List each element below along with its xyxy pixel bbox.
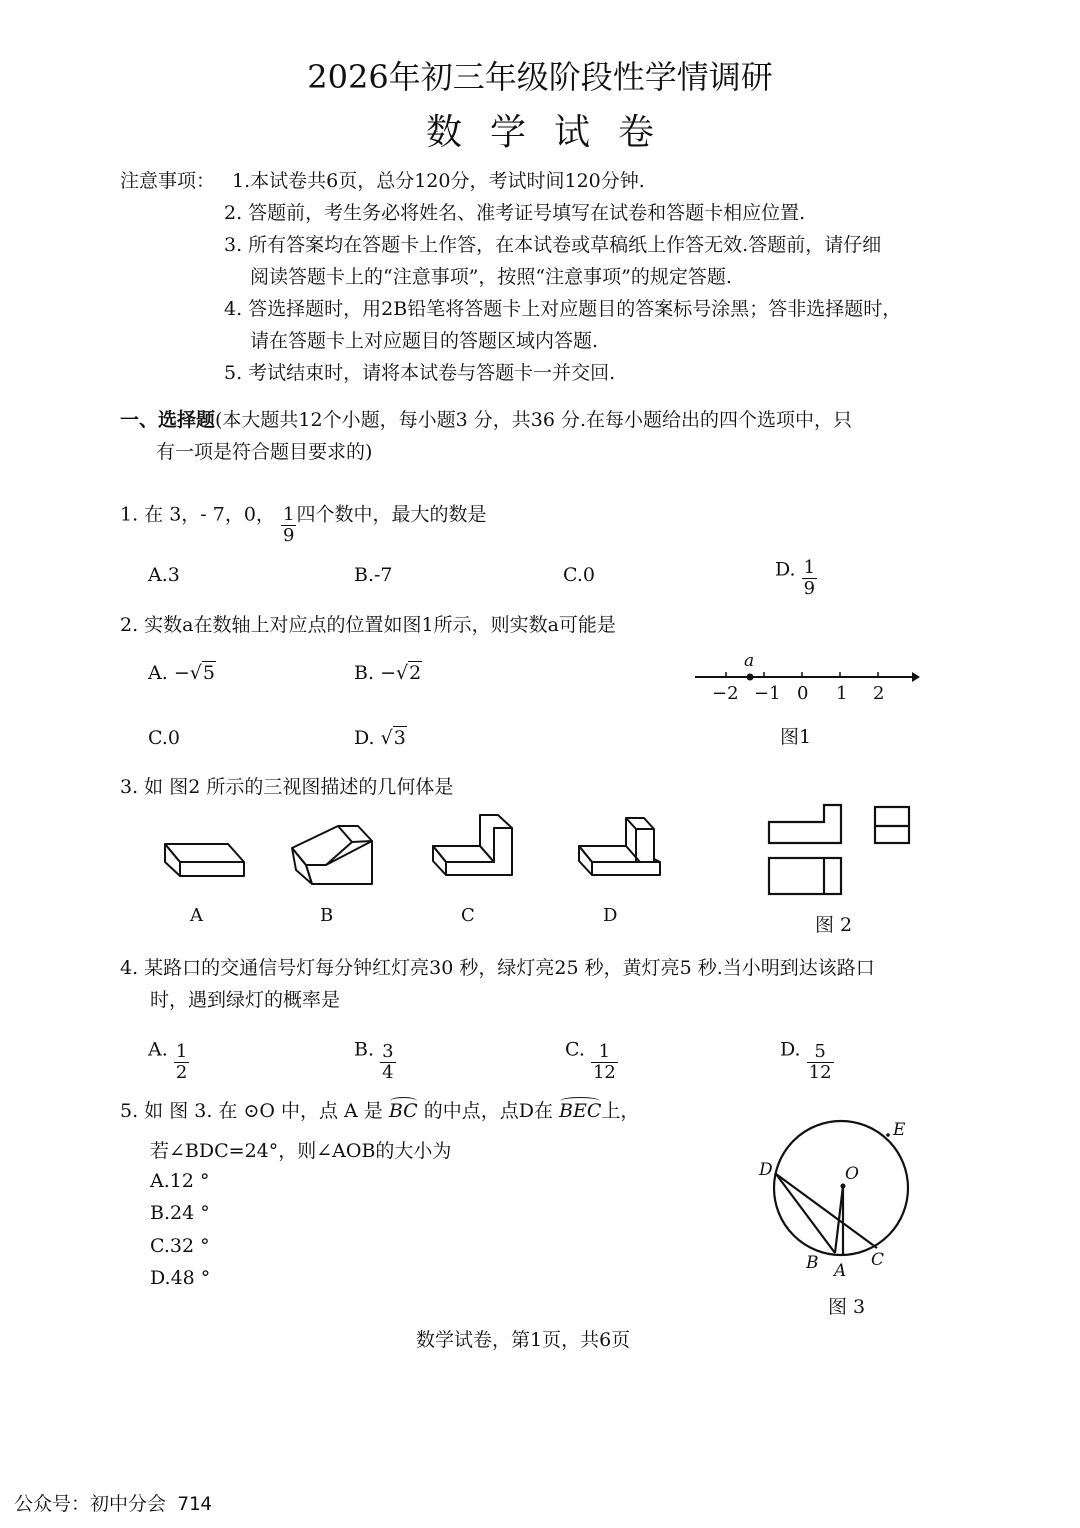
q3-label-d: D [603,905,618,926]
q4-option-a: A. $\frac{1}{2}$ [148,1038,188,1083]
question-4-stem-cont: 时，遇到绿灯的概率是 [150,989,341,1011]
q3-label-a: A [190,905,203,926]
q2-option-a: A. −√5 [148,662,215,684]
q5-option-c: C.32 ° [150,1235,210,1257]
fig3-label-e: E [893,1120,906,1140]
figure-2-caption: 图 2 [815,914,853,936]
q3-solid-d-icon [574,832,669,897]
question-3-stem: 3. 如 图2 所示的三视图描述的几何体是 [120,776,454,798]
q1-option-a: A.3 [148,564,180,586]
fig1-tick-1: 1 [836,683,848,704]
q1-option-d: D. $\frac{1}{9}$ [775,557,816,599]
q5-option-b: B.24 ° [150,1202,210,1224]
q1-suffix: 四个数中，最大的数是 [296,503,487,526]
q1-fraction: $\frac{1}{9}$ [282,504,295,546]
fig1-tick-2: 2 [873,683,885,704]
arc-bec: BEC [559,1100,602,1122]
q4-option-c: C. $\frac{1}{12}$ [565,1038,616,1083]
fig1-tick-0: 0 [797,683,809,704]
q3-label-c: C [461,905,475,926]
q4-option-d: D. $\frac{5}{12}$ [780,1038,832,1083]
question-5-stem: 5. 如 图 3. 在 ⊙O 中，点 A 是 BC 的中点，点D在 BEC上， [120,1100,640,1122]
notice-item-4: 4. 答选择题时，用2B铅笔将答题卡上对应题目的答案标号涂黑；答非选择题时， [224,298,902,320]
figure-2-three-views [760,798,920,903]
notice-label: 注意事项： [120,170,216,192]
page-footer: 数学试卷，第1页，共6页 [416,1329,631,1351]
fig1-tick-neg1: −1 [754,683,781,704]
notice-item-1: 1.本试卷共6页，总分120分，考试时间120分钟. [232,170,645,192]
section-desc-cont: 有一项是符合题目要求的) [156,441,373,463]
point-a-icon [747,674,754,681]
fig3-label-a: A [834,1261,847,1281]
question-5-stem-cont: 若∠BDC=24°，则∠AOB的大小为 [150,1140,452,1162]
q3-solid-c-icon [428,832,523,897]
fig3-label-o: O [845,1164,859,1184]
q4-option-b: B. $\frac{3}{4}$ [354,1038,394,1083]
notice-item-5: 5. 考试结束时，请将本试卷与答题卡一并交回. [224,362,616,384]
exam-title: 2026年初三年级阶段性学情调研 [307,58,773,96]
q2-option-c: C.0 [148,727,180,749]
question-2-stem: 2. 实数a在数轴上对应点的位置如图1所示，则实数a可能是 [120,614,616,636]
question-1-stem [120,495,487,546]
section-heading [120,405,852,432]
q3-label-b: B [320,905,334,926]
section-title: 一、选择题 [120,409,216,431]
notice-item-2: 2. 答题前，考生务必将姓名、准考证号填写在试卷和答题卡相应位置. [224,202,806,224]
q1-option-c: C.0 [563,564,595,586]
q1-option-b: B.-7 [354,564,393,586]
fig1-tick-neg2: −2 [712,683,739,704]
q1-prefix: 1. 在 3，- 7，0， [120,503,275,526]
watermark: 公众号：初中分会 714 [14,1493,212,1515]
exam-subtitle: 数学试卷 [425,112,682,153]
q5-option-d: D.48 ° [150,1267,211,1289]
q3-solid-a-icon [160,830,250,900]
q2-option-d: D. √3 [354,727,406,749]
fig3-label-b: B [806,1253,819,1273]
arc-bc: BC [388,1100,418,1122]
q2-option-b: B. −√2 [354,662,422,684]
notice-item-3: 3. 所有答案均在答题卡上作答，在本试卷或草稿纸上作答无效.答题前，请仔细 [224,234,882,256]
fig3-label-d: D [759,1160,773,1180]
fig3-label-c: C [871,1250,885,1270]
question-4-stem: 4. 某路口的交通信号灯每分钟红灯亮30 秒，绿灯亮25 秒，黄灯亮5 秒.当小明到达该路口 [120,957,875,979]
section-desc: (本大题共12个小题，每小题3 分，共36 分.在每小题给出的四个选项中，只 [215,409,852,431]
notice-item-4-cont: 请在答题卡上对应题目的答题区域内答题. [250,330,599,352]
fig1-point-label: a [744,651,755,671]
notice-item-3-cont: 阅读答题卡上的“注意事项”，按照“注意事项”的规定答题. [250,266,732,288]
q5-option-a: A.12 ° [150,1170,210,1192]
q3-solid-b-icon [288,835,383,900]
figure-1-caption: 图1 [780,726,812,748]
figure-3-caption: 图 3 [828,1296,866,1318]
